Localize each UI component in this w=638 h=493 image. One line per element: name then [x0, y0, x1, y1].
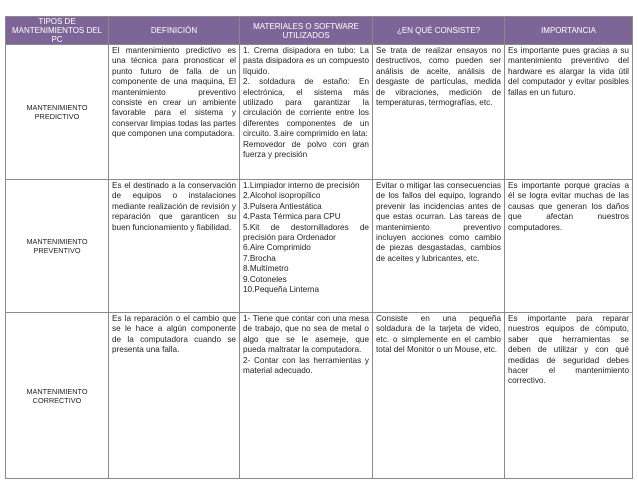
table-row-predictivo [6, 45, 633, 180]
row-type-label: MANTENIMIENTO PREDICTIVO [26, 103, 88, 121]
consiste-cell [373, 313, 505, 479]
table-row-preventivo [6, 180, 633, 313]
header-consiste [373, 17, 505, 45]
consiste-cell [373, 180, 505, 313]
header-importancia [505, 17, 633, 45]
materiales-cell [240, 313, 373, 479]
maintenance-table [5, 16, 633, 479]
materiales-text: 1.Limpiador interno de precisión 2.Alcohol isopropílico 3.Pulsera Antiestática 4.Pasta Térmica para CPU 5.Kit de destornilladores de precisión para Ordenador 6.Aire Comprimido 7.Brocha 8.Multímetro 9.Cotoneles 10.Pequeña Linterna [243, 181, 369, 295]
materiales-cell [240, 180, 373, 313]
row-type-label: MANTENIMIENTO CORRECTIVO [26, 386, 88, 405]
consiste-text: Evitar o mitigar las consecuencias de los fallos del equipo, logrando prevenir las incidencias antes de que estas ocurran. Las tareas de mantenimiento preventivo incluyen acciones como cambio de piezas desgastadas, cambios de aceites y lubricantes, etc. [376, 181, 501, 263]
header-row [6, 17, 633, 45]
header-definicion-label: DEFINICIÓN [150, 26, 198, 35]
definicion-text: Es la reparación o el cambio que se le hace a algún componente de la computadora cuando se presenta una falla. [112, 314, 236, 355]
materiales-text: 1- Tiene que contar con una mesa de trabajo, que no sea de metal o algo que se le asemeje, que pueda maltratar la computadora. 2- Contar con las herramientas y material adecuado. [243, 314, 369, 376]
header-tipos-label: TIPOS DE MANTENIMIENTOS DEL PC [11, 17, 103, 44]
row-type-cell [6, 45, 109, 180]
header-tipos [6, 17, 109, 45]
header-materiales-label: MATERIALES O SOFTWARE UTILIZADOS [253, 21, 359, 40]
header-materiales [240, 17, 373, 45]
importancia-cell [505, 313, 633, 479]
definicion-cell [109, 313, 240, 479]
importancia-cell [505, 180, 633, 313]
header-consiste-label: ¿EN QUÉ CONSISTE? [396, 26, 481, 35]
importancia-text: Es importante para reparar nuestros equipos de cómputo, saber que herramientas se deben de utilizar y con qué medidas de seguridad debes hacer el mantenimiento correctivo. [508, 314, 629, 386]
materiales-text: 1. Crema disipadora en tubo: La pasta disipadora es un compuesto líquido. 2. soldadura de estaño: En electrónica, el sistema más utilizado para garantizar la circulación de corriente entre los diferentes componentes de un circuito. 3.aire comprimido en lata: Removedor de polvo con gran fuerza y precisión [243, 46, 369, 160]
row-type-cell [6, 313, 109, 479]
row-type-label: MANTENIMIENTO PREVENTIVO [26, 237, 88, 255]
consiste-cell [373, 45, 505, 180]
definicion-cell [109, 180, 240, 313]
header-definicion [109, 17, 240, 45]
importancia-text: Es importante porque gracias a él se logra evitar muchas de las causas que generan los daños que afectan nuestros computadores. [508, 181, 629, 232]
definicion-text: El mantenimiento predictivo es una técnica para pronosticar el punto futuro de falla de un componente de una maquina, El mantenimiento preventivo consiste en crear un ambiente favorable para el sistema y conservar limpias todas las partes que componen una computadora. [112, 46, 236, 139]
definicion-text: Es el destinado a la conservación de equipos o instalaciones mediante realización de revisión y reparación que garanticen su buen funcionamiento y fiabilidad. [112, 181, 236, 232]
definicion-cell [109, 45, 240, 180]
table-row-correctivo [6, 313, 633, 479]
importancia-text: Es importante pues gracias a su mantenimiento preventivo del hardware es alargar la vida útil del computador y evitar posibles fallas en un futuro. [508, 46, 629, 97]
materiales-cell [240, 45, 373, 180]
consiste-text: Consiste en una pequeña soldadura de la tarjeta de video, etc. o simplemente en el cambio total del Monitor o un Mouse, etc. [376, 314, 501, 355]
consiste-text: Se trata de realizar ensayos no destructivos, como pueden ser análisis de aceite, análisis de desgaste de partículas, medida de vibraciones, medición de temperaturas, termografías, etc. [376, 46, 501, 108]
row-type-cell [6, 180, 109, 313]
header-importancia-label: IMPORTANCIA [541, 26, 596, 35]
importancia-cell [505, 45, 633, 180]
